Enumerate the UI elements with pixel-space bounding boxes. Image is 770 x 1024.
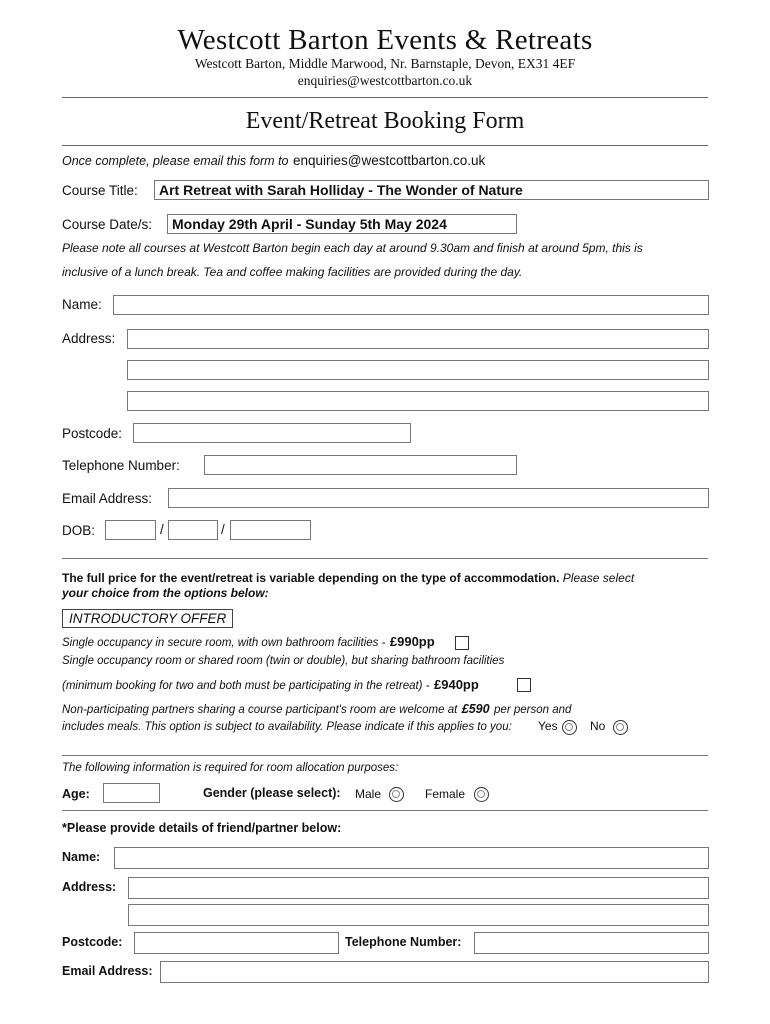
room-intro: The following information is required for room allocation purposes: <box>62 762 399 774</box>
form-title: Event/Retreat Booking Form <box>245 108 525 134</box>
non-participant-line-2: includes meals. This option is subject to availability. Please indicate if this applies to you: <box>62 721 512 733</box>
pricing-intro-italic-2: your choice from the options below: <box>62 586 269 600</box>
option-2-text: (minimum booking for two and both must be participating in the retreat) - <box>62 680 430 692</box>
pricing-intro <box>62 571 708 601</box>
introductory-offer-badge: INTRODUCTORY OFFER <box>62 609 233 628</box>
intro-prefix: Once complete, please email this form to <box>62 154 289 168</box>
partner-name-input[interactable] <box>114 847 709 869</box>
male-radio[interactable] <box>389 787 404 802</box>
course-title-field[interactable]: Art Retreat with Sarah Holliday - The Wonder of Nature <box>154 180 709 200</box>
option-2-line-1: Single occupancy room or shared room (twin or double), but sharing bathroom facilities <box>62 655 505 667</box>
non-participant-text-a: Non-participating partners sharing a course participant's room are welcome at <box>62 704 458 716</box>
email-label: Email Address: <box>62 491 153 506</box>
intro-line <box>62 152 485 170</box>
male-label: Male <box>355 787 382 801</box>
section-divider <box>62 810 708 811</box>
telephone-input[interactable] <box>204 455 517 475</box>
dob-separator: / <box>160 522 164 537</box>
female-radio[interactable] <box>474 787 489 802</box>
partner-email-input[interactable] <box>160 961 709 983</box>
non-participant-text-b: per person and <box>494 704 572 716</box>
partner-address-label: Address: <box>62 880 117 894</box>
gender-label: Gender (please select): <box>203 786 341 800</box>
yes-radio[interactable] <box>562 720 577 735</box>
dob-year-input[interactable] <box>230 520 311 540</box>
org-title: Westcott Barton Events & Retreats <box>177 24 593 56</box>
address-input-line-3[interactable] <box>127 391 709 411</box>
non-participant-price: £590 <box>461 702 490 716</box>
intro-email: enquiries@westcottbarton.co.uk <box>292 153 486 168</box>
course-title-label: Course Title: <box>62 183 138 198</box>
option-1-price: £990pp <box>389 634 435 649</box>
no-label: No <box>590 719 606 733</box>
header-divider <box>62 97 708 98</box>
partner-email-label: Email Address: <box>62 964 153 978</box>
title-divider <box>62 145 708 146</box>
course-dates-field[interactable]: Monday 29th April - Sunday 5th May 2024 <box>167 214 517 234</box>
dob-separator: / <box>221 522 225 537</box>
option-2-line-2 <box>62 676 479 694</box>
postcode-label: Postcode: <box>62 426 123 441</box>
option-1-text: Single occupancy in secure room, with own bathroom facilities - <box>62 637 386 649</box>
option-1 <box>62 633 435 651</box>
partner-postcode-input[interactable] <box>134 932 339 954</box>
org-address: Westcott Barton, Middle Marwood, Nr. Barnstaple, Devon, EX31 4EF <box>194 56 576 71</box>
note-line-2: inclusive of a lunch break. Tea and coffee making facilities are provided during the day. <box>62 265 523 279</box>
postcode-input[interactable] <box>133 423 411 443</box>
section-divider <box>62 558 708 559</box>
section-divider <box>62 755 708 756</box>
email-input[interactable] <box>168 488 709 508</box>
address-input-line-1[interactable] <box>127 329 709 349</box>
course-dates-label: Course Date/s: <box>62 217 153 232</box>
partner-telephone-input[interactable] <box>474 932 709 954</box>
option-1-checkbox[interactable] <box>455 636 469 650</box>
partner-name-label: Name: <box>62 850 101 864</box>
partner-heading: *Please provide details of friend/partner below: <box>62 821 342 835</box>
age-input[interactable] <box>103 783 160 803</box>
dob-day-input[interactable] <box>105 520 156 540</box>
option-2-checkbox[interactable] <box>517 678 531 692</box>
partner-address-line-2[interactable] <box>128 904 709 926</box>
female-label: Female <box>425 787 466 801</box>
yes-label: Yes <box>538 719 558 733</box>
name-label: Name: <box>62 297 102 312</box>
dob-label: DOB: <box>62 523 96 538</box>
partner-postcode-label: Postcode: <box>62 935 123 949</box>
no-radio[interactable] <box>613 720 628 735</box>
option-2-price: £940pp <box>434 677 479 692</box>
org-email: enquiries@westcottbarton.co.uk <box>297 73 473 88</box>
note-line-1: Please note all courses at Westcott Barton begin each day at around 9.30am and finish at around 5pm, this is <box>62 241 643 255</box>
name-input[interactable] <box>113 295 709 315</box>
non-participant-line-1 <box>62 700 571 718</box>
partner-address-line-1[interactable] <box>128 877 709 899</box>
address-label: Address: <box>62 331 116 346</box>
partner-telephone-label: Telephone Number: <box>345 935 462 949</box>
age-label: Age: <box>62 787 90 801</box>
address-input-line-2[interactable] <box>127 360 709 380</box>
dob-month-input[interactable] <box>168 520 218 540</box>
pricing-intro-bold: The full price for the event/retreat is variable depending on the type of accommodation. <box>62 571 560 585</box>
pricing-intro-italic-1: Please select <box>562 571 635 585</box>
telephone-label: Telephone Number: <box>62 458 180 473</box>
